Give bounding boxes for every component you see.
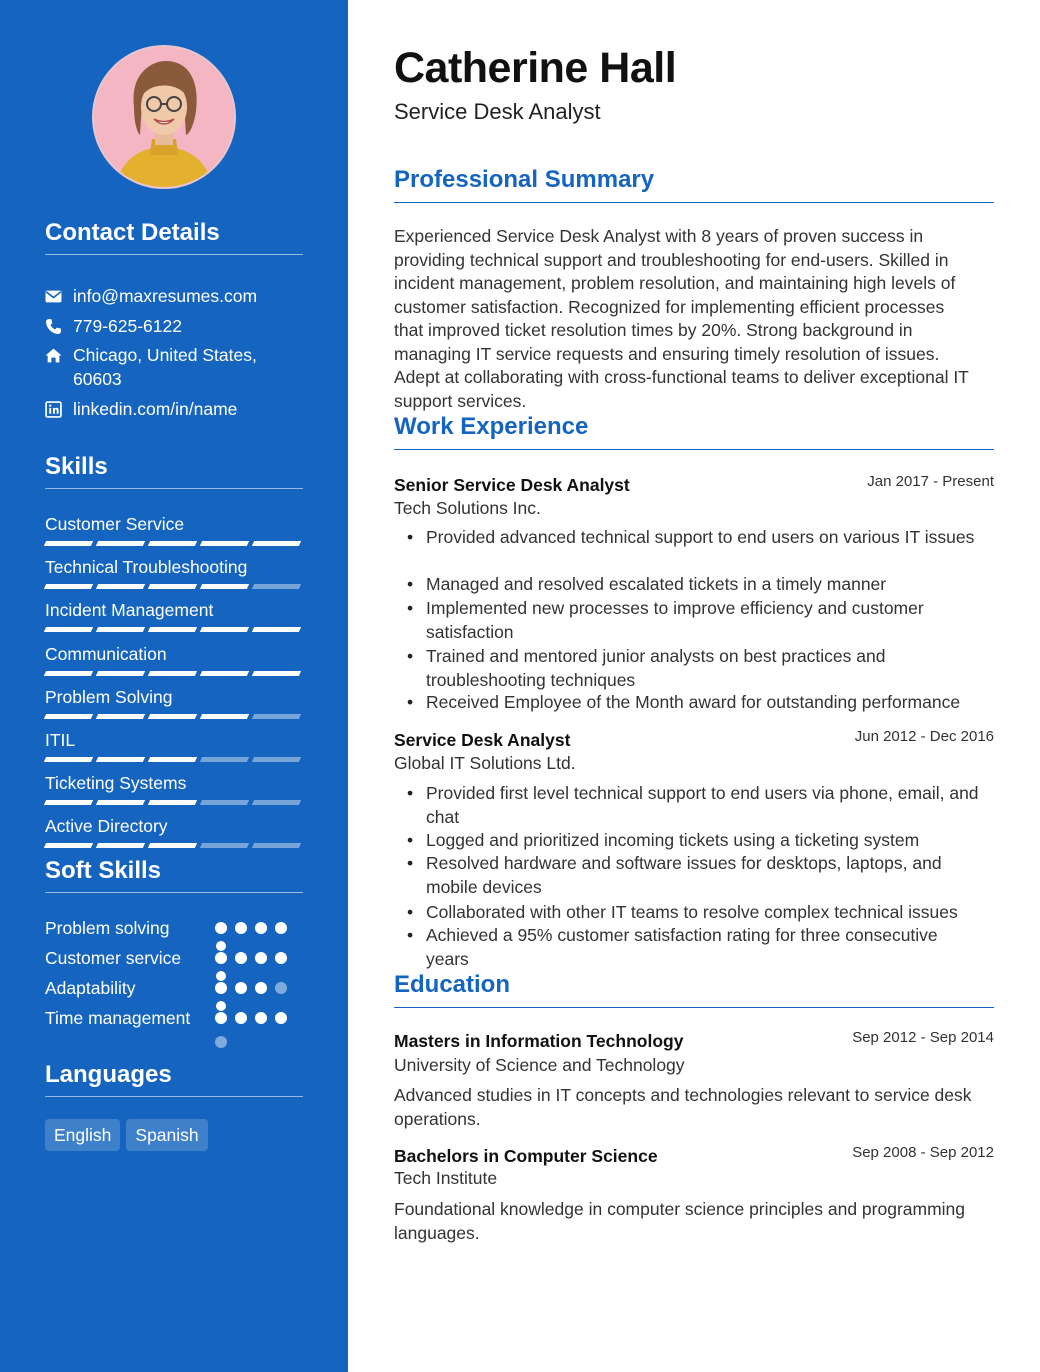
contact-address: [45, 343, 303, 391]
contact-heading: Contact Details: [45, 219, 303, 255]
skill-name: Active Directory: [45, 816, 168, 836]
main-content: [348, 0, 1040, 1372]
soft-skill-item: [45, 1006, 303, 1031]
skill-level-segment: [148, 800, 197, 805]
skill-level-segment: [252, 627, 301, 632]
languages-list: [45, 1119, 208, 1151]
skill-level-segment: [96, 671, 145, 676]
degree-title: Masters in Information Technology: [394, 1031, 684, 1051]
skill-level-segment: [148, 541, 197, 546]
job-title: Service Desk Analyst: [394, 730, 571, 750]
degree-description: Advanced studies in IT concepts and technologies relevant to service desk operations.: [394, 1085, 972, 1129]
skill-level-segment: [44, 627, 93, 632]
skill-item: [45, 599, 303, 632]
skill-level-segment: [252, 800, 301, 805]
skill-level-segment: [148, 584, 197, 589]
skill-name: Customer Service: [45, 514, 185, 534]
candidate-role: Service Desk Analyst: [394, 99, 601, 124]
job-bullet: • Logged and prioritized incoming tickets using a ticketing system: [426, 829, 996, 853]
skill-item: [45, 772, 303, 805]
soft-skills-heading: Soft Skills: [45, 857, 303, 893]
language-tag: Spanish: [126, 1119, 207, 1151]
education-heading: Education: [394, 971, 994, 1008]
skill-name: Ticketing Systems: [45, 773, 187, 793]
skill-level-bar: [45, 541, 303, 546]
skill-level-segment: [200, 671, 249, 676]
linkedin-icon: [45, 397, 73, 421]
contact-phone[interactable]: [45, 314, 303, 338]
skills-heading: Skills: [45, 453, 303, 489]
soft-skill-name: Customer service: [45, 948, 182, 968]
skill-level-segment: [200, 800, 249, 805]
soft-skill-item: [45, 946, 303, 971]
skill-name: Communication: [45, 644, 167, 664]
soft-skill-name: Problem solving: [45, 918, 170, 938]
skill-item: [45, 556, 303, 589]
soft-skill-name: Adaptability: [45, 978, 136, 998]
email-text: info@maxresumes.com: [73, 286, 258, 306]
school-name: University of Science and Technology: [394, 1055, 685, 1075]
degree-description: Foundational knowledge in computer science principles and programming languages.: [394, 1199, 966, 1243]
skill-level-bar: [45, 800, 303, 805]
phone-text: 779-625-6122: [73, 316, 182, 336]
candidate-name: Catherine Hall: [394, 44, 677, 92]
phone-icon: [45, 314, 73, 338]
skill-level-bar: [45, 714, 303, 719]
skill-level-segment: [200, 627, 249, 632]
skill-level-segment: [96, 584, 145, 589]
soft-skill-item: [45, 916, 303, 941]
skill-level-segment: [200, 541, 249, 546]
sidebar: [0, 0, 348, 1372]
skill-level-segment: [96, 843, 145, 848]
profile-photo: [92, 45, 236, 189]
job-bullet: • Resolved hardware and software issues for desktops, laptops, and mobile devices: [426, 852, 996, 899]
skill-level-segment: [44, 671, 93, 676]
job-bullet: • Collaborated with other IT teams to resolve complex technical issues: [426, 901, 996, 925]
job-title: Senior Service Desk Analyst: [394, 475, 630, 495]
skill-name: Technical Troubleshooting: [45, 557, 248, 577]
skill-level-segment: [44, 800, 93, 805]
job-bullet: • Provided advanced technical support to end users on various IT issues: [426, 526, 996, 550]
degree-title: Bachelors in Computer Science: [394, 1146, 658, 1166]
job-company: Tech Solutions Inc.: [394, 498, 541, 518]
job-dates: Jan 2017 - Present: [867, 473, 994, 490]
home-icon: [45, 343, 73, 367]
job-bullet: • Received Employee of the Month award for outstanding performance: [426, 691, 996, 715]
degree-dates: Sep 2012 - Sep 2014: [852, 1029, 994, 1046]
skill-level-segment: [148, 627, 197, 632]
languages-heading: Languages: [45, 1061, 303, 1097]
skill-level-segment: [96, 757, 145, 762]
skill-level-segment: [44, 843, 93, 848]
skill-level-segment: [252, 671, 301, 676]
job-bullet: • Managed and resolved escalated tickets in a timely manner: [426, 573, 996, 597]
skill-level-bar: [45, 757, 303, 762]
school-name: Tech Institute: [394, 1168, 498, 1188]
skill-level-segment: [200, 584, 249, 589]
skill-item: [45, 513, 303, 546]
skill-name: ITIL: [45, 730, 76, 750]
skill-level-bar: [45, 671, 303, 676]
skill-level-segment: [200, 843, 249, 848]
skill-level-segment: [96, 714, 145, 719]
skill-level-segment: [252, 757, 301, 762]
skill-level-segment: [252, 584, 301, 589]
envelope-icon: [45, 284, 73, 308]
skill-item: [45, 815, 303, 848]
skill-level-segment: [252, 714, 301, 719]
job-company: Global IT Solutions Ltd.: [394, 753, 576, 773]
skill-level-segment: [44, 714, 93, 719]
summary-text: Experienced Service Desk Analyst with 8 years of proven success in providing technical support and troubleshooting for end-users. Skilled in incident management, problem resolution, and maintaining high levels of customer satisfaction. Recognized for implementing efficient processes that improved ticket resolution times by 20%. Strong background in managing IT service requests and ensuring timely resolution of issues. Adept at collaborating with cross-functional teams to deliver exceptional IT support services.: [394, 226, 969, 411]
job-bullet: • Implemented new processes to improve efficiency and customer satisfaction: [426, 597, 996, 644]
job-bullet: • Achieved a 95% customer satisfaction rating for three consecutive years: [426, 924, 996, 971]
skill-item: [45, 729, 303, 762]
job-dates: Jun 2012 - Dec 2016: [854, 728, 994, 745]
skill-level-segment: [44, 541, 93, 546]
summary-heading: Professional Summary: [394, 166, 994, 203]
soft-skill-name: Time management: [45, 1008, 191, 1028]
skill-level-segment: [44, 757, 93, 762]
skill-level-segment: [200, 714, 249, 719]
address-line-2: 60603: [73, 369, 122, 389]
linkedin-text: linkedin.com/in/name: [73, 399, 238, 419]
skill-level-bar: [45, 627, 303, 632]
skill-name: Incident Management: [45, 600, 214, 620]
skill-level-bar: [45, 843, 303, 848]
skill-level-segment: [200, 757, 249, 762]
contact-linkedin[interactable]: [45, 397, 303, 421]
contact-email[interactable]: [45, 284, 303, 308]
soft-skill-item: [45, 976, 303, 1001]
skill-level-bar: [45, 584, 303, 589]
skill-level-segment: [252, 843, 301, 848]
skill-level-segment: [148, 714, 197, 719]
job-bullet: • Provided first level technical support to end users via phone, email, and chat: [426, 782, 996, 829]
skill-level-segment: [148, 757, 197, 762]
skill-name: Problem Solving: [45, 687, 173, 707]
language-tag: English: [45, 1119, 120, 1151]
skill-level-segment: [252, 541, 301, 546]
skill-level-segment: [96, 800, 145, 805]
experience-heading: Work Experience: [394, 413, 994, 450]
address-line-1: Chicago, United States,: [73, 345, 257, 365]
skill-level-segment: [44, 584, 93, 589]
skill-level-segment: [96, 627, 145, 632]
skill-item: [45, 643, 303, 676]
degree-dates: Sep 2008 - Sep 2012: [852, 1144, 994, 1161]
job-bullet: • Trained and mentored junior analysts on best practices and troubleshooting techniques: [426, 645, 996, 692]
skill-level-segment: [148, 843, 197, 848]
skill-item: [45, 686, 303, 719]
skill-level-segment: [148, 671, 197, 676]
skill-level-segment: [96, 541, 145, 546]
